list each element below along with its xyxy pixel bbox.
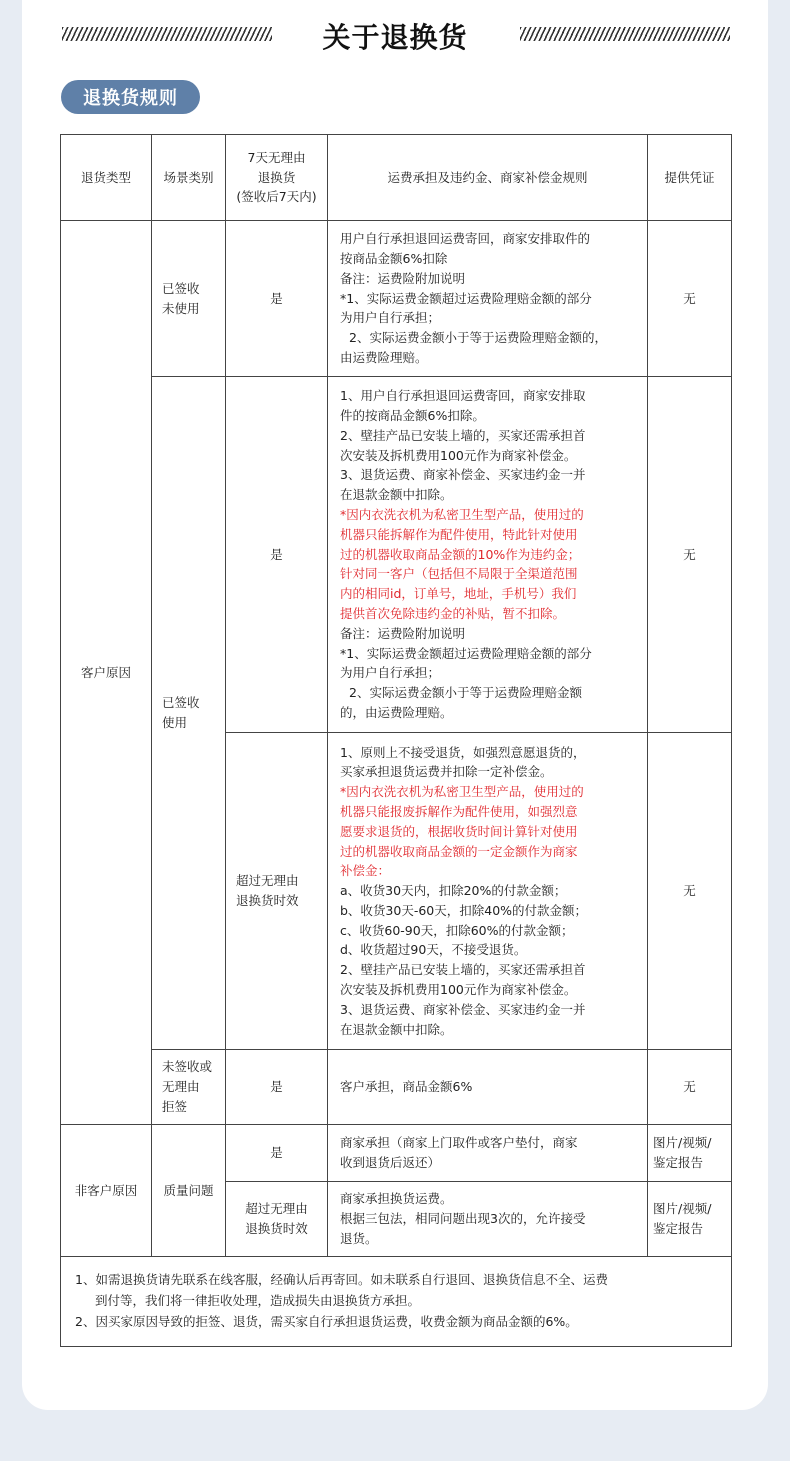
rule-line: 买家承担退货运费并扣除一定补偿金。 bbox=[340, 764, 553, 780]
rule-line: 2、壁挂产品已安装上墙的，买家还需承担首 bbox=[340, 962, 586, 978]
cell-seven-day-yes: 是 bbox=[226, 377, 328, 733]
cell-unsigned: 未签收或 无理由 拒签 bbox=[152, 1050, 226, 1125]
cell-proof: 无 bbox=[648, 733, 732, 1050]
rule-line: 1、用户自行承担退回运费寄回，商家安排取 bbox=[340, 388, 586, 404]
cell-quality: 质量问题 bbox=[152, 1125, 226, 1257]
cell-rule: 客户承担，商品金额6% bbox=[328, 1050, 648, 1125]
highlight-notice bbox=[340, 782, 641, 881]
notes-cell bbox=[61, 1257, 732, 1347]
rule-line: 1、原则上不接受退货，如强烈意愿退货的， bbox=[340, 744, 586, 760]
header-return-type: 退货类型 bbox=[61, 135, 152, 221]
table-row bbox=[61, 1125, 732, 1182]
rule-line: 次安装及拆机费用100元作为商家补偿金。 bbox=[340, 447, 577, 463]
highlight-notice bbox=[340, 505, 641, 624]
cell-rule bbox=[328, 733, 648, 1050]
note-line: 2、因买家原因导致的拒签、退货，需买家自行承担退货运费，收费金额为商品金额的6%。 bbox=[75, 1314, 578, 1329]
rule-line: *因内衣洗衣机为私密卫生型产品，使用过的 bbox=[340, 784, 584, 800]
rule-line: 在退款金额中扣除。 bbox=[340, 487, 453, 503]
cell-proof: 无 bbox=[648, 221, 732, 377]
rule-line: 退货。 bbox=[340, 1230, 378, 1246]
cell-seven-day-yes: 是 bbox=[226, 1050, 328, 1125]
cell-non-customer: 非客户原因 bbox=[61, 1125, 152, 1257]
rule-line: d、收货超过90天，不接受退货。 bbox=[340, 942, 527, 958]
rule-line: 提供首次免除违约金的补贴，暂不扣除。 bbox=[340, 605, 566, 621]
section-badge: 退换货规则 bbox=[61, 80, 200, 114]
rule-line: 由运费险理赔。 bbox=[340, 349, 428, 365]
rule-line: 备注：运费险附加说明 bbox=[340, 270, 466, 286]
rule-line: 根据三包法，相同问题出现3次的，允许接受 bbox=[340, 1211, 586, 1227]
cell-rule bbox=[328, 377, 648, 733]
notes-row bbox=[61, 1257, 732, 1347]
cell-seven-day-yes: 是 bbox=[226, 1125, 328, 1182]
cell-seven-day-yes: 是 bbox=[226, 221, 328, 377]
title-row bbox=[0, 14, 790, 58]
rule-line: 为用户自行承担； bbox=[340, 310, 441, 326]
rule-line: 机器只能报废拆解作为配件使用，如强烈意 bbox=[340, 803, 578, 819]
header-proof: 提供凭证 bbox=[648, 135, 732, 221]
header-scene: 场景类别 bbox=[152, 135, 226, 221]
rule-line: 按商品金额6%扣除 bbox=[340, 251, 448, 266]
note-line: 1、如需退换货请先联系在线客服，经确认后再寄回。如未联系自行退回、退换货信息不全、运费 bbox=[75, 1272, 608, 1287]
rule-line: 愿要求退货的，根据收货时间计算针对使用 bbox=[340, 823, 578, 839]
cell-signed-used: 已签收 使用 bbox=[152, 377, 226, 1050]
note-line: 到付等，我们将一律拒收处理，造成损失由退换货方承担。 bbox=[95, 1293, 421, 1308]
cell-rule bbox=[328, 1125, 648, 1182]
rule-line: 用户自行承担退回运费寄回，商家安排取件的 bbox=[340, 231, 591, 247]
rule-line: 针对同一客户（包括但不局限于全渠道范围 bbox=[340, 566, 578, 582]
table-row bbox=[61, 1050, 732, 1125]
cell-proof: 图片/视频/ 鉴定报告 bbox=[648, 1125, 732, 1182]
cell-proof: 无 bbox=[648, 377, 732, 733]
table-row bbox=[61, 221, 732, 377]
cell-rule bbox=[328, 221, 648, 377]
rule-line: b、收货30天-60天，扣除40%的付款金额； bbox=[340, 902, 588, 918]
rule-line: 过的机器收取商品金额的10%作为违约金； bbox=[340, 546, 581, 562]
cell-rule bbox=[328, 1182, 648, 1257]
return-rules-table bbox=[60, 134, 732, 1347]
cell-customer-reason: 客户原因 bbox=[61, 221, 152, 1125]
cell-over-seven: 超过无理由 退换货时效 bbox=[226, 1182, 328, 1257]
rule-line: 在退款金额中扣除。 bbox=[340, 1021, 453, 1037]
table-header-row bbox=[61, 135, 732, 221]
header-rules: 运费承担及违约金、商家补偿金规则 bbox=[328, 135, 648, 221]
header-seven-day: 7天无理由 退换货 (签收后7天内) bbox=[226, 135, 328, 221]
rule-line: 2、实际运费金额小于等于运费险理赔金额的， bbox=[349, 330, 607, 346]
table-row bbox=[61, 377, 732, 733]
rule-line: 2、实际运费金额小于等于运费险理赔金额 bbox=[349, 685, 582, 701]
rule-line: 为用户自行承担； bbox=[340, 665, 441, 681]
cell-proof: 无 bbox=[648, 1050, 732, 1125]
rule-line: 次安装及拆机费用100元作为商家补偿金。 bbox=[340, 982, 577, 998]
rule-line: 商家承担换货运费。 bbox=[340, 1191, 453, 1207]
rule-line: *1、实际运费金额超过运费险理赔金额的部分 bbox=[340, 290, 592, 306]
rule-line: 商家承担（商家上门取件或客户垫付，商家 bbox=[340, 1135, 578, 1151]
rule-line: 补偿金： bbox=[340, 863, 391, 879]
rule-line: 备注：运费险附加说明 bbox=[340, 625, 466, 641]
rule-line: 3、退货运费、商家补偿金、买家违约金一并 bbox=[340, 467, 586, 483]
rule-line: 收到退货后返还） bbox=[340, 1155, 441, 1170]
rule-line: 2、壁挂产品已安装上墙的，买家还需承担首 bbox=[340, 427, 586, 443]
rule-line: 3、退货运费、商家补偿金、买家违约金一并 bbox=[340, 1001, 586, 1017]
rule-line: *因内衣洗衣机为私密卫生型产品，使用过的 bbox=[340, 507, 584, 522]
cell-proof: 图片/视频/ 鉴定报告 bbox=[648, 1182, 732, 1257]
rule-line: 的，由运费险理赔。 bbox=[340, 704, 453, 720]
rule-line: *1、实际运费金额超过运费险理赔金额的部分 bbox=[340, 645, 592, 661]
rule-line: 机器只能拆解作为配件使用，特此针对使用 bbox=[340, 526, 578, 542]
rule-line: a、收货30天内，扣除20%的付款金额； bbox=[340, 883, 567, 899]
rule-line: 过的机器收取商品金额的一定金额作为商家 bbox=[340, 843, 578, 859]
cell-signed-unused: 已签收 未使用 bbox=[152, 221, 226, 377]
rule-line: 内的相同id，订单号，地址，手机号）我们 bbox=[340, 586, 577, 602]
cell-over-seven: 超过无理由 退换货时效 bbox=[226, 733, 328, 1050]
page-title: 关于退换货 bbox=[322, 21, 468, 54]
rule-line: c、收货60-90天，扣除60%的付款金额； bbox=[340, 922, 574, 938]
rule-line: 件的按商品金额6%扣除。 bbox=[340, 408, 485, 424]
